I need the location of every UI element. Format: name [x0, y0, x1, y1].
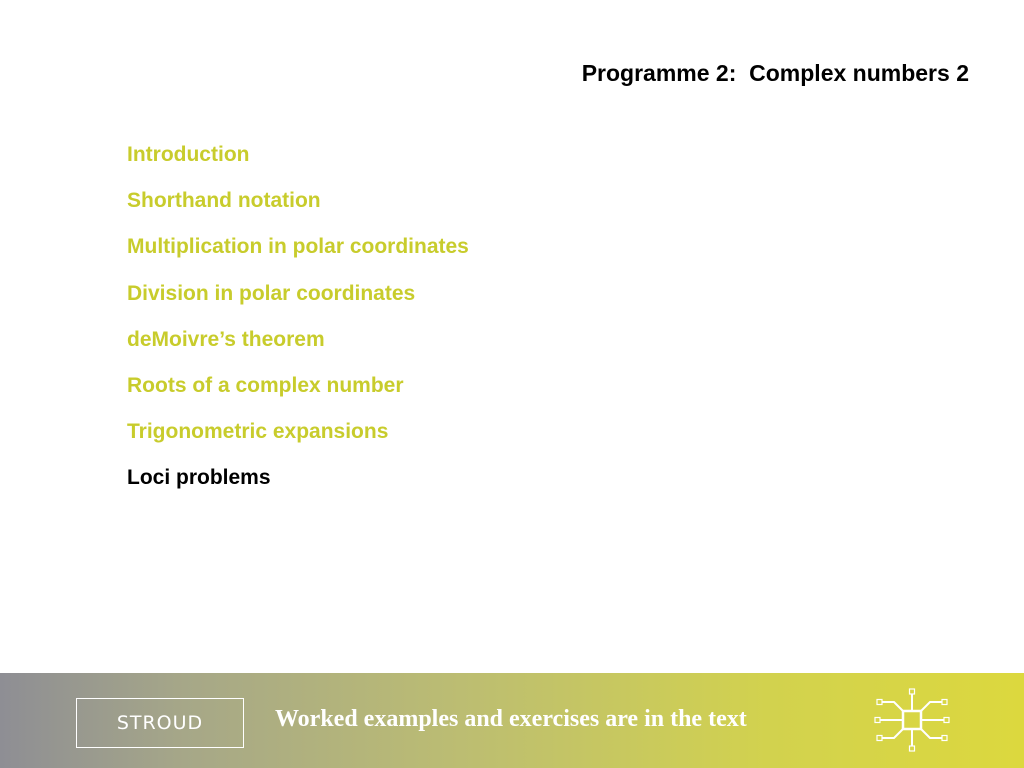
topic-item-current: Loci problems: [127, 466, 271, 490]
topic-item: deMoivre’s theorem: [127, 327, 325, 351]
topic-item: Division in polar coordinates: [127, 281, 416, 305]
circuit-chip-icon: [872, 687, 952, 753]
footer-bar: [0, 673, 1024, 768]
topic-list: [127, 140, 469, 510]
topic-item: Trigonometric expansions: [127, 420, 389, 444]
stroud-logo: STROUD: [76, 698, 244, 748]
topic-item: Shorthand notation: [127, 189, 321, 213]
topic-item: Roots of a complex number: [127, 373, 404, 397]
footer-tagline: Worked examples and exercises are in the text: [275, 706, 747, 732]
topic-item: Introduction: [127, 143, 250, 166]
slide-title: Programme 2: Complex numbers 2: [581, 60, 969, 86]
topic-item: Multiplication in polar coordinates: [127, 235, 469, 259]
